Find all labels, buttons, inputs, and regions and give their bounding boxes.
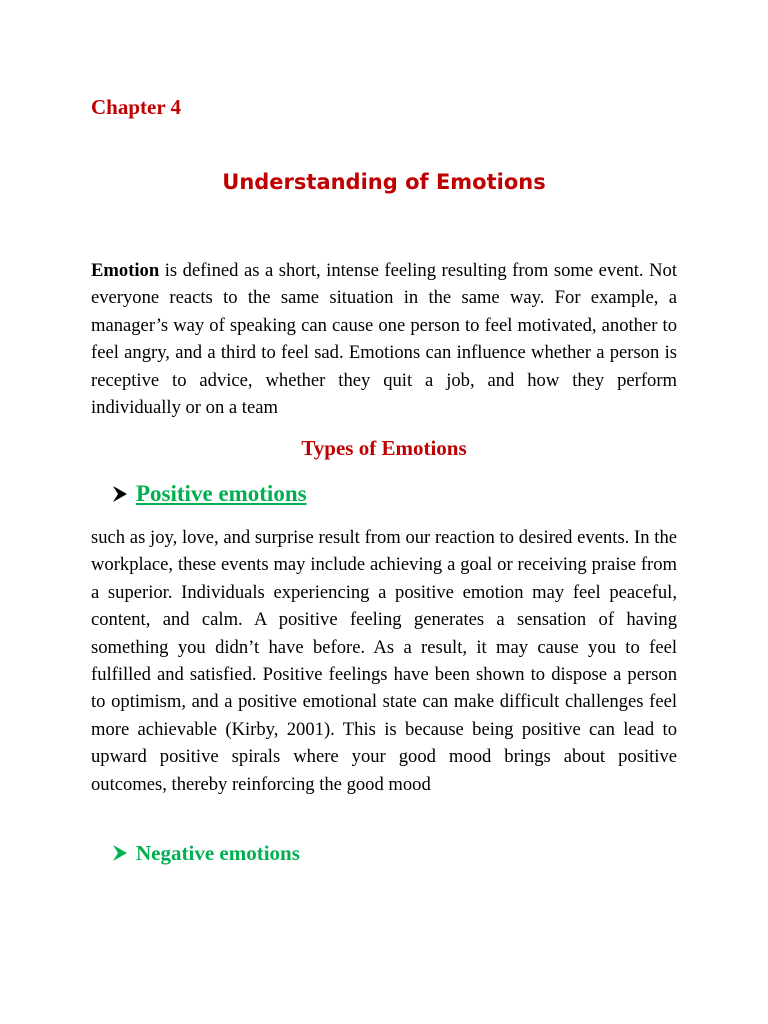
chapter-label: Chapter 4: [91, 95, 182, 119]
positive-emotions-heading-row: [112, 479, 307, 509]
positive-emotions-heading: Positive emotions: [136, 481, 307, 506]
positive-emotions-paragraph: such as joy, love, and surprise result from our reaction to desired events. In the workplace, these events may include achieving a goal or receiving praise from a superior. Individuals experiencing a positive emotion may feel peaceful, content, and calm. A positive feeling generates a sensation of having something you didn’t have before. As a result, it may cause you to feel fulfilled and satisfied. Positive feelings have been shown to dispose a person to optimism, and a positive emotional state can make difficult challenges feel more achievable (Kirby, 2001). This is because being positive can lead to upward positive spirals where your good mood brings about positive outcomes, thereby reinforcing the good mood: [91, 527, 677, 795]
arrow-bullet-icon: [112, 844, 128, 862]
intro-text: is defined as a short, intense feeling resulting from some event. Not everyone reacts to the same situation in the same way. For example, a manager’s way of speaking can cause one person to feel motivated, another to feel angry, and a third to feel sad. Emotions can influence whether a person is receptive to advice, whether they quit a job, and how they perform individually or on a team: [91, 260, 677, 419]
types-of-emotions-heading: Types of Emotions: [301, 436, 467, 460]
emotion-term: Emotion: [91, 260, 160, 281]
negative-emotions-heading-row: [112, 838, 300, 868]
page-title: Understanding of Emotions: [222, 170, 546, 194]
intro-paragraph: [91, 257, 677, 421]
negative-emotions-heading: Negative emotions: [136, 841, 300, 865]
arrow-bullet-icon: [112, 485, 128, 503]
